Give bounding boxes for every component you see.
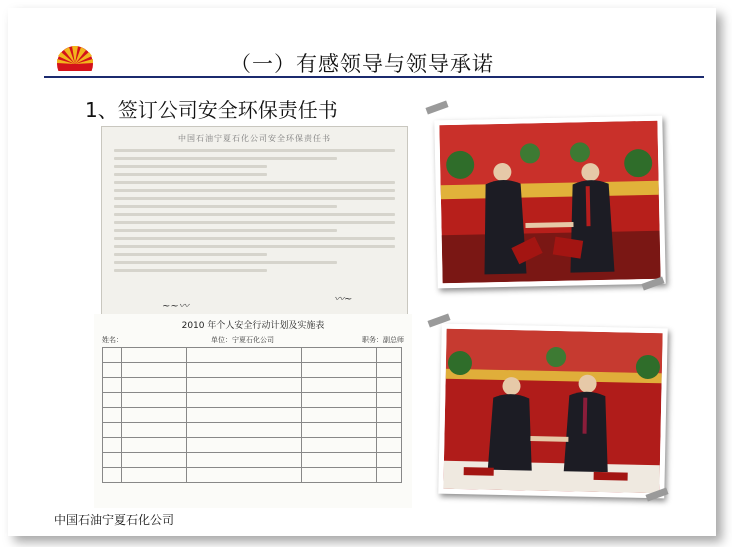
table-row [103, 393, 402, 408]
text-line [114, 261, 337, 264]
signature-mark: 〰~ [334, 294, 353, 305]
signing-photo-1 [434, 116, 665, 289]
text-line [114, 197, 395, 200]
signing-scene-image [439, 121, 660, 284]
table-row [103, 378, 402, 393]
plan-heading: 2010 年个人安全行动计划及实施表 [181, 321, 325, 331]
section-subtitle: 1、签订公司安全环保责任书 [85, 98, 338, 122]
text-line [114, 221, 395, 224]
text-line [114, 237, 395, 240]
page-title: （一）有感领导与领导承诺 [230, 52, 494, 76]
signing-photo-2 [438, 324, 668, 499]
text-line [114, 253, 267, 256]
document-heading: 中国石油宁夏石化公司安全环保责任书 [178, 134, 331, 143]
text-line [114, 245, 395, 248]
signature-mark: ~~〰 [162, 301, 189, 312]
title-divider [44, 76, 704, 78]
text-line [114, 165, 267, 168]
table-row [103, 453, 402, 468]
text-line [114, 213, 395, 216]
table-row [103, 423, 402, 438]
text-line [114, 189, 395, 192]
text-line [114, 157, 337, 160]
name-label: 姓名： [102, 336, 123, 344]
unit-label: 单位：宁夏石化公司 [211, 336, 274, 344]
table-row [103, 468, 402, 483]
text-line [114, 149, 395, 152]
table-row [103, 348, 402, 363]
table-row [103, 408, 402, 423]
position-label: 职务：副总师 [362, 336, 404, 344]
plan-meta [102, 335, 404, 345]
signing-scene-image [443, 329, 662, 493]
slide [8, 8, 716, 536]
text-line [114, 181, 395, 184]
plan-table [102, 347, 402, 483]
responsibility-document-scan [101, 126, 408, 318]
text-line [114, 269, 267, 272]
text-line [114, 205, 337, 208]
safety-action-plan-table [94, 314, 412, 508]
text-line [114, 229, 337, 232]
table-row [103, 438, 402, 453]
footer-company: 中国石油宁夏石化公司 [54, 513, 175, 527]
table-row [103, 363, 402, 378]
text-line [114, 173, 267, 176]
photo-tape [425, 100, 448, 114]
